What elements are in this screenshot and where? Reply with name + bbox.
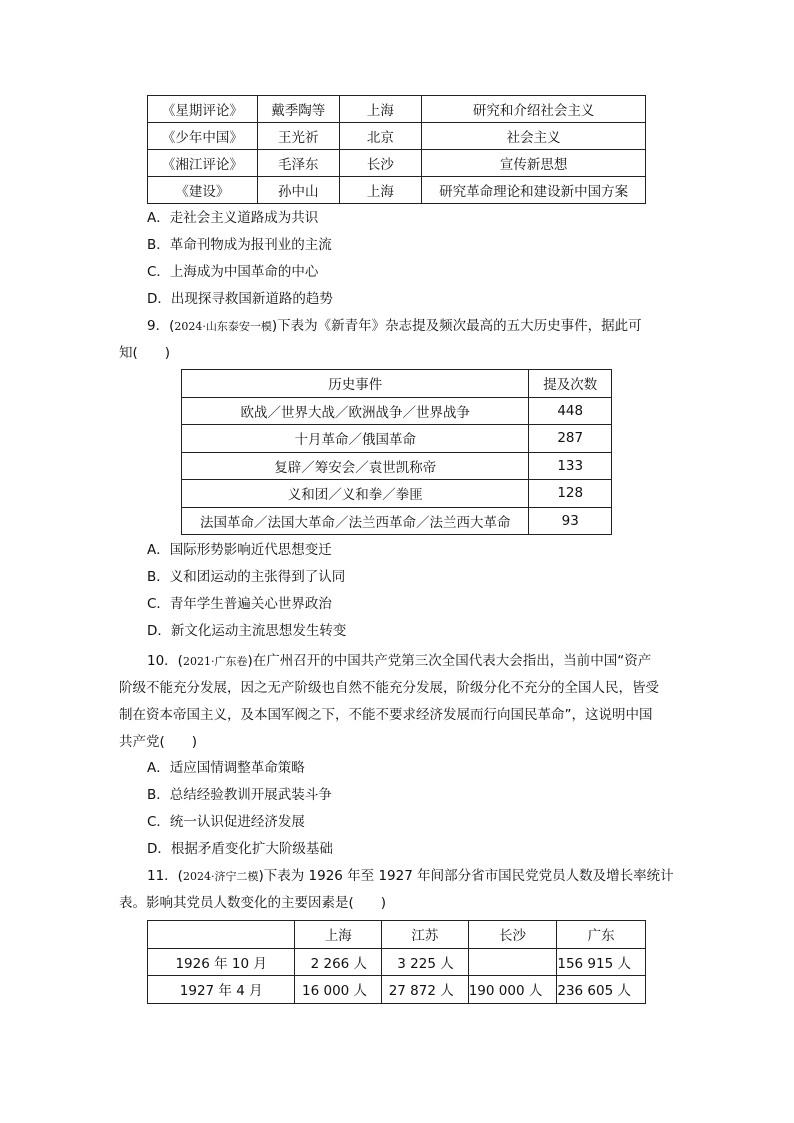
question-source: 2021·广东卷 [182,655,248,668]
table-row [148,123,646,150]
table-cell: 16 000 人 [295,976,382,1004]
row-label: 1927 年 4 月 [148,976,295,1004]
table-cell: 《湘江评论》 [148,150,258,177]
column-header: 广东 [557,921,646,949]
question-10-stem-cont: 阶级不能充分发展，因之无产阶级也自然不能充分发展，阶级分化不充分的全国人民，皆受 [119,680,659,696]
table-cell: 93 [529,507,612,535]
table-cell: 孙中山 [257,177,339,204]
table-cell: 133 [529,452,612,480]
option-c: C．青年学生普遍关心世界政治 [147,596,332,612]
table-cell: 义和团／义和拳／拳匪 [182,480,529,508]
question-11-stem [147,866,674,887]
table-cell: 十月革命／俄国革命 [182,425,529,453]
question-text: )下表为 1926 年至 1927 年间部分省市国民党党员人数及增长率统计 [258,868,674,884]
option-a: A．国际形势影响近代思想变迁 [147,542,332,558]
question-10-stem [147,651,651,672]
table-cell: 《建设》 [148,177,258,204]
question-text: )在广州召开的中国共产党第三次全国代表大会指出，当前中国“资产 [247,653,652,669]
table-cell: 长沙 [339,150,422,177]
question-number: 9．( [147,318,175,334]
table-cell: 毛泽东 [257,150,339,177]
question-number: 10．( [147,653,183,669]
table-row [148,948,646,976]
option-b: B．总结经验教训开展武装斗争 [147,787,332,803]
table-cell: 上海 [339,96,422,123]
table-row [148,96,646,123]
table-cell: 宣传新思想 [422,150,646,177]
column-header: 历史事件 [182,370,529,398]
option-b: B．义和团运动的主张得到了认同 [147,569,346,585]
table-header-row [182,370,612,398]
question-source: 2024·济宁二模 [182,870,259,883]
table-cell: 448 [529,397,612,425]
option-d: D．新文化运动主流思想发生转变 [147,623,347,639]
question-text: )下表为《新青年》杂志提及频次最高的五大历史事件，据此可 [271,318,642,334]
table-cell: 《少年中国》 [148,123,258,150]
table-cell: 社会主义 [422,123,646,150]
table-cell: 236 605 人 [557,976,646,1004]
column-header [148,921,295,949]
question-source: 2024·山东泰安一模 [174,320,272,333]
table-header-row [148,921,646,949]
table-cell: 3 225 人 [382,948,469,976]
column-header: 长沙 [468,921,557,949]
table-row [148,150,646,177]
table-row [182,452,612,480]
table-cell: 欧战／世界大战／欧洲战争／世界战争 [182,397,529,425]
table-cell: 287 [529,425,612,453]
table-cell: 128 [529,480,612,508]
table-cell: 《星期评论》 [148,96,258,123]
option-d: D．出现探寻救国新道路的趋势 [147,291,333,307]
table-row [182,397,612,425]
table-cell: 复辟／筹安会／袁世凯称帝 [182,452,529,480]
question-number: 11．( [147,868,183,884]
table-cell: 2 266 人 [295,948,382,976]
events-table [181,369,612,535]
column-header: 提及次数 [529,370,612,398]
table-cell: 研究和介绍社会主义 [422,96,646,123]
table-row [148,976,646,1004]
table-row [148,177,646,204]
option-a: A．走社会主义道路成为共识 [147,210,319,226]
table-cell: 北京 [339,123,422,150]
periodicals-table [147,95,646,204]
question-9-stem-cont: 知( ) [119,345,171,361]
table-cell: 190 000 人 [468,976,557,1004]
table-row [182,480,612,508]
table-cell: 上海 [339,177,422,204]
option-d: D．根据矛盾变化扩大阶级基础 [147,841,333,857]
table-cell: 王光祈 [257,123,339,150]
option-c: C．统一认识促进经济发展 [147,814,305,830]
row-label: 1926 年 10 月 [148,948,295,976]
option-a: A．适应国情调整革命策略 [147,760,305,776]
table-cell: 法国革命／法国大革命／法兰西革命／法兰西大革命 [182,507,529,535]
table-cell: 研究革命理论和建设新中国方案 [422,177,646,204]
table-cell: 27 872 人 [382,976,469,1004]
question-11-stem-cont: 表。影响其党员人数变化的主要因素是( ) [119,895,387,911]
table-cell: 戴季陶等 [257,96,339,123]
question-10-stem-cont: 制在资本帝国主义，及本国军阀之下，不能不要求经济发展而行向国民革命”，这说明中国 [119,707,653,723]
table-cell [468,948,557,976]
column-header: 上海 [295,921,382,949]
table-cell: 156 915 人 [557,948,646,976]
question-9-stem [147,316,642,337]
column-header: 江苏 [382,921,469,949]
option-c: C．上海成为中国革命的中心 [147,264,319,280]
question-10-stem-cont: 共产党( ) [119,734,198,750]
table-row [182,507,612,535]
table-row [182,425,612,453]
party-members-table [147,920,646,1004]
option-b: B．革命刊物成为报刊业的主流 [147,237,332,253]
